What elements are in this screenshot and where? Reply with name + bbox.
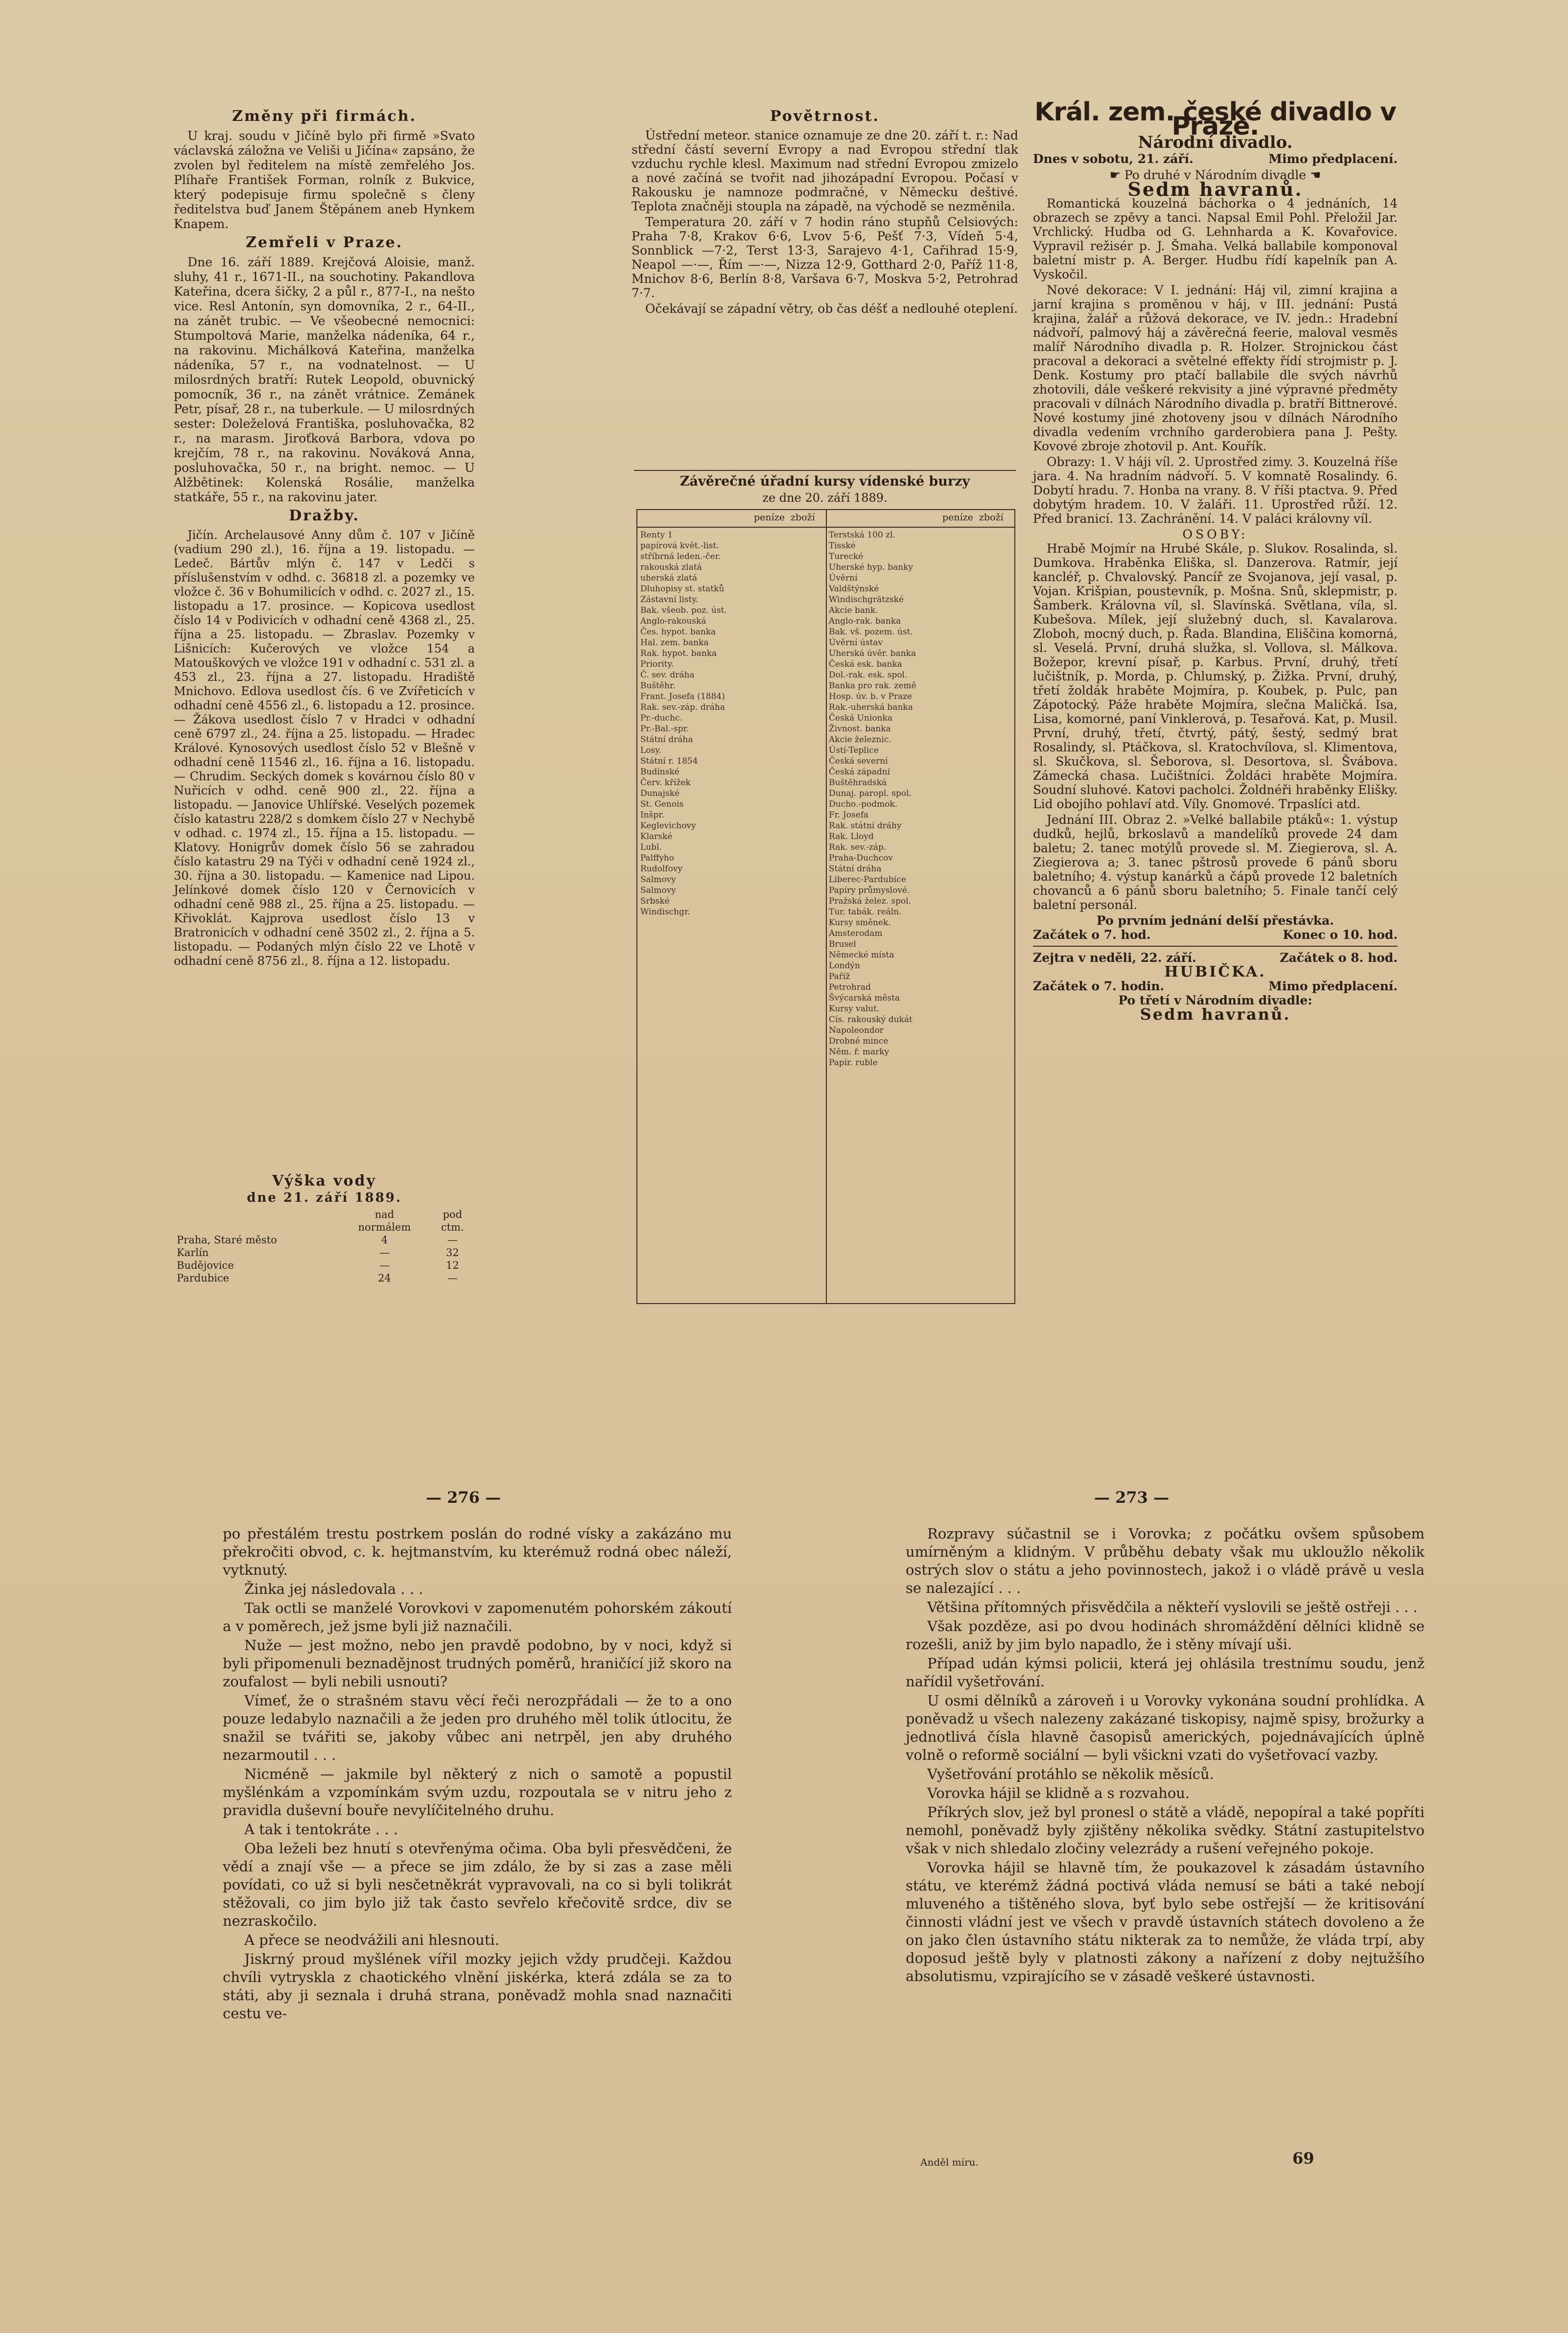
- auctions-heading: Dražby.: [289, 507, 360, 524]
- bourse-security-name: Bak. vš. pozem. úst.: [829, 627, 913, 637]
- bourse-row: [640, 530, 823, 540]
- bourse-row: [640, 605, 823, 616]
- bourse-row: [640, 702, 823, 713]
- bourse-row: [640, 637, 823, 648]
- bourse-security-name: Buštěhradská: [829, 778, 887, 788]
- story-paragraph: Vorovka hájil se klidně a s rozvahou.: [927, 1785, 1190, 1801]
- story-paragraph: U osmi dělníků a zároveň i u Vorovky vykonána soudní prohlídka. A poněvadž u všech nalezeny zakázané tiskopisy, najmě spisy, brožurky a jednotlivá čísla hlavně časopisů amerických, pojednávajících úplně volně o reformě sociální — byli všickni vzati do vyšetřovací vazby.: [906, 1692, 1425, 1763]
- water-hdr-normal: normálem: [358, 1221, 411, 1233]
- bourse-security-name: Česká severní: [829, 756, 888, 766]
- tomorrow-subscription: Mimo předplacení.: [1268, 979, 1398, 993]
- right-page-number: — 273 —: [1094, 1488, 1170, 1507]
- water-hdr-below: pod: [443, 1209, 463, 1220]
- bourse-row: [829, 713, 1011, 723]
- bourse-row: [640, 540, 823, 551]
- bourse-security-name: Ústí-Teplice: [829, 746, 879, 755]
- bourse-row: [829, 1047, 1011, 1057]
- bourse-row: [829, 885, 1011, 896]
- bourse-security-name: Česká západní: [829, 767, 890, 777]
- bourse-row: [829, 637, 1011, 648]
- bourse-row: [640, 670, 823, 680]
- auctions-text: Jičín. Archelausové Anny dům č. 107 v Jičíně (vadium 290 zl.), 16. října a 19. listopadu. — Ledeč. Bártův mlýn č. 147 v Ledči s příslušenstvím v odhd. c. 36818 zl. a pozemky ve vložce č. 36 v Bohumilicích v odhd. c. 2027 zl., 15. listopadu a 17. prosince. — Kopicova usedlost číslo 14 v Podivicích v odhadní ceně 4368 zl., 25. října a 25. listopadu. — Zbraslav. Pozemky v Lišnicích: Kučerových ve vložce 154 a Matouškových ve vložce 191 v odhadní c. 531 zl. a 453 zl., 23. října a 27. listopadu. Hradiště Mnichovo. Edlova usedlost čís. 6 ve Zvířeticích v odhadní ceně 4556 zl., 6. listopadu a 12. prosince. — Žákova usedlost číslo 7 v Hradci v odhadní ceně 6797 zl., 24. října a 25. listopadu. — Hradec Králové. Kynosových usedlost číslo 52 v Blešně v odhadní ceně 11546 zl., 16. října a 16. listopadu. — Chrudim. Seckých domek s kovárnou číslo 80 v Nuřicích v odhd. ceně 900 zl., 22. října a listopadu. — Janovice Uhlířské. Veselých pozemek číslo katastru 228/2 s domkem číslo 27 v Nechybě v odhad. c. 1974 zl., 15. října a 15. listopadu. — Klatovy. Honigrův domek číslo 56 se zahradou číslo katastru 29 na Týči v odhadní ceně 1924 zl., 30. října a 30. listopadu. — Kamenice nad Lipou. Jelínkové domek číslo 120 v Černovicích v odhadní ceně 988 zl., 25. října a 25. listopadu. — Křivoklát. Kajprova usedlost číslo 13 v Bratronicích v odhadní ceně 3502 zl., 2. října a 5. listopadu. — Podaných mlýn číslo 22 ve Lhotě v odhadní ceně 8756 zl., 8. října a 12. listopadu.: [174, 528, 475, 968]
- bourse-security-name: Papíry průmyslové.: [829, 886, 910, 895]
- images-text: Obrazy: 1. V háji víl. 2. Uprostřed zimy. 3. Kouzelná říše jara. 4. Na hradním nádvoří. 5. V komnatě Rosalindy. 6. Dobytí hradu. 7. Honba na vrany. 8. V říši ptactva. 9. Před dobytým hradem. 10. V žaláři. 11. Uprostřed růží. 12. Před branicí. 13. Zachránění. 14. V paláci královny víl.: [1033, 455, 1398, 526]
- bourse-row: [640, 659, 823, 670]
- forecast-text: Očekávají se západní větry, ob čas déšť a nedlouhé oteplení.: [645, 302, 1018, 316]
- bourse-security-name: Dunajské: [640, 789, 680, 798]
- tomorrow-time: Začátek o 7. hodin.: [1033, 979, 1165, 993]
- weather-text: Ústřední meteor. stanice oznamuje ze dne 20. září t. r.: Nad střední částí severní Evropy a nad Evropou střední tlak vzduchu rychle klesl. Maximum nad střední Evropou zmizelo a nové začíná se tvořit nad jihozápadní Evropou. Počasí v Rakousku je namnoze podmračné, v Německu deštivé. Teplota značněji stoupla na západě, na východě se nezměnila.: [632, 128, 1018, 213]
- bourse-security-name: Renty 1: [640, 530, 673, 540]
- bourse-row: [829, 734, 1011, 745]
- theatre-title: Král. zem. české divadlo v Praze.: [1034, 97, 1396, 141]
- bourse-row: [829, 971, 1011, 982]
- bourse-row: [829, 583, 1011, 594]
- bourse-security-name: Rudolfovy: [640, 864, 683, 874]
- bourse-security-name: Klarské: [640, 832, 673, 841]
- bourse-row: [829, 820, 1011, 831]
- bourse-row: [640, 594, 823, 605]
- bourse-security-name: Turecké: [829, 552, 864, 561]
- pointing-hand-icon: ☛: [1109, 168, 1124, 182]
- bourse-security-name: Papír. ruble: [829, 1058, 878, 1068]
- bourse-row: [640, 723, 823, 734]
- bourse-row: [829, 1014, 1011, 1025]
- temperature-text: Temperatura 20. září v 7 hodin ráno stupňů Celsiových: Praha 7·8, Krakov 6·6, Lvov 5·6, Pešť 7·3, Vídeň 5·4, Sonnblick —7·2, Terst 13·3, Sarajevo 4·1, Cařihrad 15·9, Neapol —·—, Řím —·—, Nizza 12·9, Gotthard 2·0, Paříž 11·8, Mnichov 8·6, Berlín 8·8, Varšava 6·7, Moskva 5·2, Petrohrad 7·7.: [632, 215, 1018, 300]
- water-level-heading: Výška vody: [272, 1172, 376, 1190]
- footer-page-number: 69: [1292, 2149, 1314, 2168]
- bourse-security-name: Hal. zem. banka: [640, 638, 709, 648]
- bourse-row: [829, 573, 1011, 583]
- bourse-heading: Závěrečné úřadní kursy vídenské burzy: [679, 474, 970, 489]
- bourse-row: [640, 831, 823, 842]
- bourse-row: [829, 810, 1011, 820]
- bourse-left-header: peníze zboží: [637, 510, 826, 528]
- bourse-row: [829, 530, 1011, 540]
- bourse-row: [829, 896, 1011, 907]
- bourse-row: [640, 734, 823, 745]
- bourse-right-rows: [826, 528, 1014, 1070]
- tomorrow-time-row: [1033, 979, 1398, 993]
- bourse-row: [640, 713, 823, 723]
- bourse-security-name: Státní dráha: [640, 735, 693, 745]
- water-level-section: [174, 1172, 475, 1284]
- bourse-row: [640, 842, 823, 853]
- persons-text: Hrabě Mojmír na Hrubé Skále, p. Slukov. Rosalinda, sl. Dumkova. Hraběnka Eliška, sl. Danzerova. Ratmír, její kancléř, p. Chvalovský. Pancíř ze Svojanova, její vasal, p. Vojan. Krišpian, poustevník, p. Mošna. Snů, sklepmistr, p. Šamberk. Královna víl, sl. Slavínská. Světlana, víla, sl. Kubešova. Mílek, její služebný duch, sl. Kavalarova. Zloboh, mocný duch, p. Řada. Blandina, Eliščina komorná, sl. Veselá. První, druhá služka, sl. Vollova, sl. Málkova. Božepor, krevní písař, p. Karbus. První, druhý, třetí lučištník, p. Morda, p. Chlumský, p. Žižka. První, druhý, třetí žoldák hraběte Mojmíra, p. Koubek, p. Pulc, pan Zápotocký. Páže hraběte Mojmíra, slečna Maličká. Isa, Lisa, komorné, paní Vinklerová, p. Tesařová. Kat, p. Musil. První, druhý, třetí, čtvrtý, pátý, šestý, sedmý brat Rosalindy, sl. Ptáčkova, sl. Kratochvílova, sl. Klimentova, sl. Skučkova, sl. Šeborova, sl. Desortova, sl. Švábova. Zámecká chasa. Lučištníci. Žoldáci hraběte Mojmíra. Soudní sluhové. Katovi pacholci. Žoldnéři hraběnky Elišky. Lid obojího pohlaví atd. Víly. Gnomové. Trpaslíci atd.: [1033, 541, 1398, 811]
- persons-heading: OSOBY:: [1182, 527, 1248, 541]
- bourse-row: [640, 788, 823, 799]
- bourse-security-name: Terstská 100 zl.: [829, 530, 895, 540]
- bourse-security-name: Keglevichovy: [640, 821, 696, 831]
- bourse-security-name: Akcie železnic.: [829, 735, 891, 745]
- bourse-row: [829, 551, 1011, 562]
- bourse-security-name: Salmovy: [640, 886, 676, 895]
- bourse-security-name: Cís. rakouský dukát: [829, 1015, 913, 1025]
- bourse-row: [640, 907, 823, 917]
- left-news-column: [174, 105, 475, 970]
- bourse-row: [640, 745, 823, 756]
- start-end-row: [1033, 928, 1398, 942]
- bourse-security-name: Živnost. banka: [829, 724, 891, 734]
- bourse-security-name: Valdštýnské: [829, 584, 879, 594]
- story-paragraph: A přece se neodvážili ani hlesnouti.: [244, 1932, 499, 1948]
- story-paragraph: Vorovka hájil se hlavně tím, že poukazovel k zásadám ústavního státu, ve kterémž žádná poctivá vláda nemusí se báti a také nebojí mluveného a tištěného slova, byť bylo sebe ostřejší — že kritisování činnosti vládní jest ve všech v pravdě ústavních státech dovoleno a že on jako člen ústavního státu nikterak za to nemůže, že vláda trpí, aby doposud ještě byly v platnosti zákony a nařízení z doby nejtužšího absolutismu, vzpirajícího se v zásadě veškeré ústavnosti.: [906, 1859, 1425, 1984]
- bourse-row: [829, 960, 1011, 971]
- bourse-security-name: Rak. státní dráhy: [829, 821, 902, 831]
- firm-changes-text: U kraj. soudu v Jičíně bylo při firmě »Svato václavská záložna ve Veliši u Jičína« zapsáno, že zvolen byl ředitelem na místě zemřelého Jos. Plíhaře František Forman, rolník z Bukvice, který podepisuje firmu společně s členy ředitelstva buď Janem Štěpánem aneb Hynkem Knapem.: [174, 129, 475, 231]
- bourse-row: [829, 723, 1011, 734]
- performance-date-row: [1033, 152, 1398, 166]
- bourse-row: [829, 745, 1011, 756]
- bourse-row: [829, 540, 1011, 551]
- bourse-row: [640, 885, 823, 896]
- bourse-row: [829, 863, 1011, 874]
- weather-heading: Povětrnost.: [770, 108, 880, 125]
- water-row: Pardubice 24 —: [177, 1272, 458, 1284]
- bourse-security-name: Windischgrätzské: [829, 595, 904, 605]
- bourse-security-name: Fr. Josefa: [829, 810, 869, 820]
- bourse-row: [640, 562, 823, 573]
- bourse-security-name: Palffyho: [640, 853, 675, 863]
- bourse-row: [829, 670, 1011, 680]
- bourse-row: [829, 842, 1011, 853]
- bourse-row: [829, 1003, 1011, 1014]
- bourse-row: [829, 627, 1011, 637]
- bourse-left-half: [637, 510, 827, 1303]
- bourse-security-name: Akcie bank.: [829, 606, 878, 615]
- water-row: Karlín — 32: [177, 1247, 459, 1259]
- bourse-security-name: Lubl.: [640, 842, 662, 852]
- bourse-security-name: Petrohrad: [829, 982, 871, 992]
- story-paragraph: Tak octli se manželé Vorovkovi v zapomenutém pohorském zákoutí a v poměrech, jež jsme byli již naznačili.: [223, 1600, 732, 1634]
- bourse-row: [829, 562, 1011, 573]
- bourse-row: [640, 756, 823, 767]
- third-time-note: Po třetí v Národním divadle:: [1118, 993, 1312, 1007]
- bourse-security-name: Úvěrní ústav: [829, 638, 883, 648]
- bourse-security-name: Londýn: [829, 961, 860, 971]
- bourse-security-name: St. Genois: [640, 799, 684, 809]
- bourse-row: [829, 993, 1011, 1003]
- bourse-security-name: Paříž: [829, 972, 850, 981]
- water-level-table: [174, 1208, 475, 1284]
- bourse-security-name: Inšpr.: [640, 810, 664, 820]
- bourse-security-name: Švýcarská města: [829, 993, 900, 1003]
- bourse-row: [640, 616, 823, 627]
- bourse-table: [636, 509, 1015, 1304]
- bourse-security-name: Kursy valut.: [829, 1004, 880, 1014]
- bourse-security-name: Státní r. 1854: [640, 756, 698, 766]
- bourse-row: [640, 573, 823, 583]
- bourse-security-name: Amsterodam: [829, 929, 883, 938]
- left-page-number: — 276 —: [426, 1488, 501, 1507]
- tomorrow-play: HUBIČKA.: [1164, 963, 1266, 980]
- bourse-row: [829, 939, 1011, 950]
- bourse-security-name: Rak. hypot. banka: [640, 649, 717, 658]
- water-level-date: dne 21. září 1889.: [247, 1190, 402, 1205]
- bourse-security-name: Bak. všeob. poz. úst.: [640, 606, 727, 615]
- bourse-security-name: Windischgr.: [640, 907, 690, 917]
- deaths-text: Dne 16. září 1889. Krejčová Aloisie, manž. sluhy, 41 r., 1671-II., na souchotiny. Pakandlova Kateřina, dcera šičky, 2 a půl r., 877-I., na nešto vice. Resl Antonín, syn domovníka, 2 r., 64-II., na zánět trubic. — Ve všeobecné nemocnici: Stumpoltová Marie, manželka nádeníka, 64 r., na rakovinu. Michálková Kateřina, manželka nádeníka, 57 r., na vodnatelnost. — U milosrdných bratří: Rutek Leopold, obuvnický pomocník, 36 r., na zánět vrátnice. Zemánek Petr, písař, 28 r., na tuberkule. — U milosrdných sester: Doleželová Františka, posluhovačka, 82 r., na marasm. Jiroťková Barbora, vdova po krejčím, 78 r., na rakovinu. Nováková Anna, posluhovačka, 50 r., na bright. nemoc. — U Alžbětinek: Kolenská Rosálie, manželka statkáře, 55 r., na rakovinu jater.: [174, 255, 475, 504]
- bourse-security-name: stříbrná leden.-čer.: [640, 552, 721, 561]
- bourse-security-name: Německé místa: [829, 950, 894, 960]
- bourse-row: [829, 691, 1011, 702]
- bourse-security-name: Priority.: [640, 659, 674, 669]
- bourse-row: [829, 756, 1011, 767]
- bourse-row: [640, 863, 823, 874]
- bourse-row: [829, 950, 1011, 960]
- bourse-security-name: Buštěhr.: [640, 681, 676, 691]
- story-right-page: [906, 1525, 1425, 1986]
- bourse-security-name: rakouská zlatá: [640, 562, 702, 572]
- bourse-row: [829, 1057, 1011, 1068]
- bourse-security-name: Anglo-rakouská: [640, 616, 706, 626]
- bourse-security-name: Pražská želez. spol.: [829, 896, 912, 906]
- bourse-row: [829, 788, 1011, 799]
- bourse-security-name: Tur. tabák. reáln.: [829, 907, 902, 917]
- story-paragraph: Nuže — jest možno, nebo jen pravdě podobno, by v noci, když si byli připomenuli beznadějnost trudných poměrů, hraničící již skoro na zoufalost — byli nebili usnouti?: [223, 1637, 732, 1690]
- bourse-row: [829, 680, 1011, 691]
- story-left-page: [223, 1525, 732, 2024]
- bourse-row: [829, 767, 1011, 777]
- bourse-row: [640, 648, 823, 659]
- bourse-row: [640, 896, 823, 907]
- bourse-security-name: Tisské: [829, 541, 856, 551]
- end-time: Konec o 10. hod.: [1283, 928, 1398, 942]
- bourse-security-name: Česká Unionka: [829, 713, 892, 723]
- story-paragraph: po přestálém trestu postrkem poslán do rodné vísky a zakázáno mu překročiti obvod, c. k. hejtmanstvím, ku kterémuž rodná obec náleží, vytknutý.: [223, 1525, 732, 1578]
- story-paragraph: A tak i tentokráte . . .: [244, 1821, 398, 1838]
- decorations-text: Nové dekorace: V I. jednání: Háj vil, zimní krajina a jarní krajina s proměnou v háj, v III. jednání: Pustá krajina, žalář a růžová dekorace, ve IV. jedn.: Hradební nádvoří, palmový háj a závěrečná feerie, maloval vesměs malíř Národního divadla p. R. Holzer. Strojnickou část pracoval a dekoraci a světelné effekty řídí strojmistr p. J. Denk. Kostumy pro ptačí ballabile dle svých návrhů zhotovili, dále veškeré rekvisity a jiné výpravné předměty pracovali v dílnách Národního divadla p. bratří Bittnerové. Nové kostumy jiné zhotoveny jsou v dílnách Národního divadla vedením vrchního garderobiera pana J. Pešty. Kovové zbroje zhotovil p. Ant. Kouřík.: [1033, 283, 1398, 453]
- bourse-row: [829, 907, 1011, 917]
- bourse-security-name: Budínské: [640, 767, 679, 777]
- story-paragraph: Příkrých slov, jež byl pronesl o státě a vládě, nepopíral a také popříti nemohl, poněvadž byly zjištěny několika svědky. Státní zastupitelstvo však v nich shledalo zločiny velezrády a rušení veřejného pokoje.: [906, 1804, 1425, 1857]
- bourse-security-name: papírová květ.-list.: [640, 541, 719, 551]
- bourse-right-half: [826, 510, 1014, 1303]
- bourse-left-rows: [637, 528, 826, 919]
- bourse-security-name: Frant. Josefa (1884): [640, 692, 725, 701]
- bourse-security-name: Dunaj. paropl. spol.: [829, 789, 912, 798]
- third-play-title: Sedm havranů.: [1140, 1005, 1291, 1024]
- bourse-security-name: Rak. sev.-záp. dráha: [640, 702, 725, 712]
- bourse-row: [640, 680, 823, 691]
- bourse-security-name: Čes. hypot. banka: [640, 627, 716, 637]
- theatre-divider: [1033, 946, 1398, 947]
- bourse-row: [640, 691, 823, 702]
- bourse-row: [829, 853, 1011, 863]
- story-paragraph: Nicméně — jakmile byl některý z nich o samotě a popustil myšlénkám a vzpomínkám svým uzdu, rozpoutala se v nitru jeho z pravidla duševní bouře nevylíčitelného druhu.: [223, 1766, 732, 1819]
- performance-date: Dnes v sobotu, 21. září.: [1033, 152, 1194, 166]
- story-paragraph: Oba leželi bez hnutí s otevřenýma očima. Oba byli přesvědčeni, že vědí a znají vše — a přece se jim zdálo, že by si zas a zase měli povídati, co už si byli nesčetněkrát vypravovali, na co si byli tolikrát stěžovali, co jim bylo již tak často sevřelo křečovitě srdce, div se nezraskočilo.: [223, 1840, 732, 1929]
- tomorrow-start: Začátek o 8. hod.: [1280, 951, 1398, 965]
- weather-column: [632, 105, 1018, 317]
- bourse-row: [640, 777, 823, 788]
- bourse-security-name: Salmovy: [640, 875, 676, 885]
- bourse-security-name: Srbské: [640, 896, 670, 906]
- story-paragraph: Však pozděze, asi po dvou hodinách shromáždění dělníci klidně se rozešli, aniž by jim bylo napadlo, že i stěny mívají uši.: [906, 1618, 1425, 1653]
- bourse-row: [829, 777, 1011, 788]
- tomorrow-date: Zejtra v neděli, 22. září.: [1033, 951, 1196, 965]
- story-paragraph: Rozpravy súčastnil se i Vorovka; z počátku ovšem spůsobem umírněným a klidným. V průběhu debaty však mu ukloužlo několik ostrých slov o státu a jeho povinnostech, jakož i o vládě právě u vesla se nalezající . . .: [906, 1525, 1425, 1596]
- bourse-security-name: uherská zlatá: [640, 573, 698, 583]
- bourse-security-name: Banka pro rak. země: [829, 681, 916, 691]
- water-row: Praha, Staré město 4 —: [177, 1234, 458, 1246]
- start-time: Začátek o 7. hod.: [1033, 928, 1151, 942]
- bourse-row: [640, 627, 823, 637]
- theatre-subtitle: Národní divadlo.: [1138, 133, 1293, 152]
- bourse-security-name: Hosp. úv. b. v Praze: [829, 692, 913, 701]
- deaths-heading: Zemřeli v Praze.: [245, 234, 403, 251]
- bourse-row: [829, 648, 1011, 659]
- bourse-row: [829, 799, 1011, 810]
- ballet-text: Jednání III. Obraz 2. »Velké ballabile ptáků«: 1. výstup dudků, hejlů, brkoslavů a mandelíků provede 24 dam baletu; 2. tanec motýlů provede sl. M. Ziegierova, sl. A. Ziegierova a; 3. tanec pštrosů provede 6 pánů sboru baletního; 4. výstup kanárků a čápů provede 12 baletních chovanců a 6 pánů sboru baletního; 5. Finale tančí celý baletní personál.: [1033, 813, 1398, 912]
- bourse-security-name: Dluhopisy st. statků: [640, 584, 725, 594]
- bourse-row: [829, 874, 1011, 885]
- bourse-security-name: Něm. ř. marky: [829, 1047, 889, 1057]
- footer-title: Anděl míru.: [920, 2156, 979, 2168]
- bourse-row: [640, 767, 823, 777]
- divider: [634, 470, 1016, 471]
- bourse-row: [829, 982, 1011, 993]
- bourse-security-name: Uherské hyp. banky: [829, 562, 913, 572]
- bourse-security-name: Napoleondor: [829, 1026, 884, 1035]
- bourse-right-header: peníze zboží: [826, 510, 1014, 528]
- bourse-row: [829, 831, 1011, 842]
- bourse-security-name: Červ. křížek: [640, 778, 691, 788]
- bourse-security-name: Státní dráha: [829, 864, 882, 874]
- water-hdr-unit: ctm.: [441, 1221, 464, 1233]
- bourse-security-name: Rak. sev.-záp.: [829, 842, 887, 852]
- bourse-security-name: Liberec-Pardubice: [829, 875, 906, 885]
- bourse-row: [829, 616, 1011, 627]
- story-paragraph: Žinka jej následovala . . .: [244, 1581, 423, 1597]
- bourse-security-name: Praha-Duchcov: [829, 853, 893, 863]
- firm-changes-heading: Změny při firmách.: [232, 108, 417, 125]
- bourse-row: [829, 702, 1011, 713]
- story-paragraph: Většina přítomných přisvědčila a někteří vyslovili se ještě ostřeji . . .: [927, 1599, 1418, 1615]
- story-paragraph: Případ udán kýmsi policii, která jej ohlásila trestnímu soudu, jenž nařídil vyšetřování.: [906, 1655, 1425, 1690]
- bourse-security-name: Zástavní listy.: [640, 595, 699, 605]
- pointing-hand-left-icon: ☚: [1306, 168, 1321, 182]
- play-title: Sedm havranů.: [1127, 178, 1303, 200]
- bourse-security-name: Dol.-rak. esk. spol.: [829, 670, 908, 680]
- story-paragraph: Vyšetřování protáhlo se několik měsíců.: [927, 1766, 1214, 1782]
- bourse-row: [829, 917, 1011, 928]
- bourse-row: [829, 659, 1011, 670]
- bourse-security-name: Kursy směnek.: [829, 918, 891, 928]
- bourse-row: [640, 820, 823, 831]
- bourse-row: [640, 583, 823, 594]
- story-paragraph: Vímeť, že o strašném stavu věcí řeči nerozpřádali — že to a ono pouze ledabylo naznačili a že jeden pro druhého měl tolik útlocitu, že snažil se tvářiti se, jakoby vůbec ani netrpěl, jen aby druhého nezarmoutil . . .: [223, 1692, 732, 1763]
- bourse-row: [829, 1036, 1011, 1047]
- bourse-security-name: Úvěrní: [829, 573, 858, 583]
- bourse-row: [640, 874, 823, 885]
- bourse-security-name: Anglo-rak. banka: [829, 616, 901, 626]
- bourse-security-name: Ducho.-podmok.: [829, 799, 898, 809]
- story-paragraph: Jiskrný proud myšlének vířil mozky jejich vždy prudčeji. Každou chvíli vytryskla z chaotického vlnění jiskérka, která zdála se za to státi, aby ji seznala i druhá strana, poněvadž mohla snad naznačiti cestu ve-: [223, 1951, 732, 2022]
- theatre-column: [1033, 97, 1398, 1024]
- bourse-security-name: Česká esk. banka: [829, 659, 902, 669]
- play-description: Romantická kouzelná báchorka o 4 jednáních, 14 obrazech se zpěvy a tanci. Napsal Emil Pohl. Přeložil Jar. Vrchlický. Hudba od G. Lehnharda a K. Kovařovice. Vypravil režisér p. J. Šmaha. Velká ballabile komponoval baletní mistr p. A. Berger. Hudbu řídí kapelník pan A. Vyskočil.: [1033, 196, 1398, 281]
- water-hdr-above: nad: [374, 1209, 395, 1220]
- water-row: Budějovice — 12: [177, 1260, 459, 1271]
- subscription-note: Mimo předplacení.: [1268, 152, 1398, 166]
- bourse-row: [640, 799, 823, 810]
- bourse-security-name: Brusel: [829, 939, 856, 949]
- second-time-note: ☛ Po druhé v Národním divadle ☚: [1109, 168, 1321, 182]
- bourse-security-name: Pr.-duchc.: [640, 713, 683, 723]
- bourse-date: ze dne 20. září 1889.: [762, 491, 888, 505]
- bourse-security-name: Losy.: [640, 746, 661, 755]
- bourse-security-name: Č. sev. dráha: [640, 670, 695, 680]
- bourse-security-name: Rak. Lloyd: [829, 832, 874, 841]
- bourse-security-name: Pr.-Bal.-spr.: [640, 724, 689, 734]
- bourse-row: [829, 594, 1011, 605]
- interval-note: Po prvním jednání delší přestávka.: [1097, 913, 1334, 928]
- bourse-row: [640, 853, 823, 863]
- bourse-security-name: Rak.-uherská banka: [829, 702, 913, 712]
- bourse-row: [640, 551, 823, 562]
- bourse-security-name: Drobné mince: [829, 1036, 889, 1046]
- bourse-row: [829, 928, 1011, 939]
- bourse-row: [829, 1025, 1011, 1036]
- bourse-row: [829, 605, 1011, 616]
- bourse-security-name: Uherská úvěr. banka: [829, 649, 916, 658]
- bourse-row: [640, 810, 823, 820]
- tomorrow-row: [1033, 951, 1398, 965]
